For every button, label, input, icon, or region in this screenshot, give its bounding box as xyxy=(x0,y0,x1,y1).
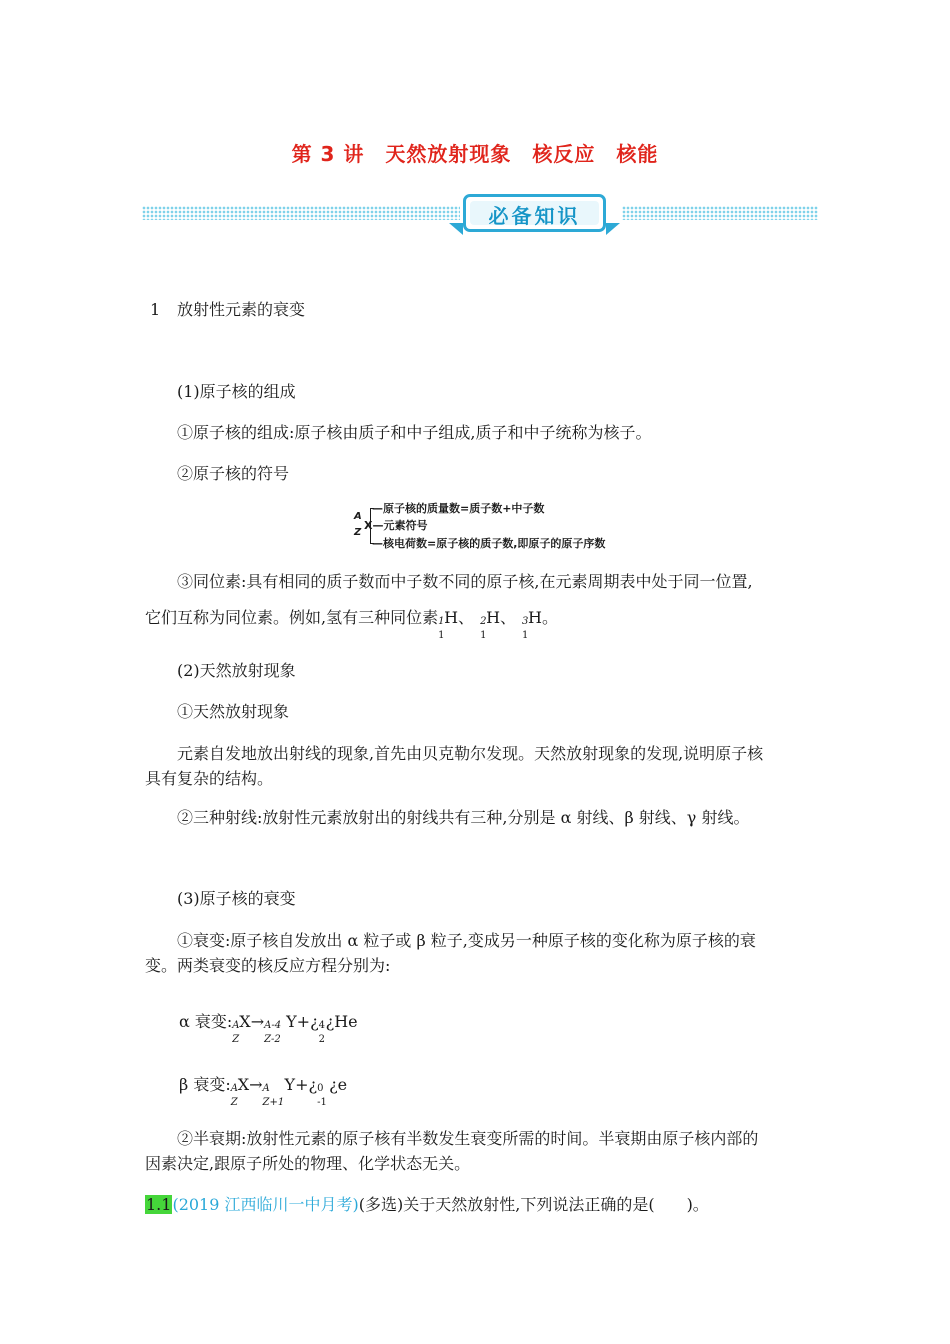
part-3-heading: (3)原子核的衰变 xyxy=(177,889,296,908)
part-1-item-3-line-1: ③同位素:具有相同的质子数而中子数不同的原子核,在元素周期表中处于同一位置, xyxy=(177,572,753,591)
section-1-heading: 放射性元素的衰变 xyxy=(177,300,306,319)
diagram-charge-label: —核电荷数=原子核的质子数,即原子的原子序数 xyxy=(372,537,606,550)
diagram-Z: Z xyxy=(354,527,362,538)
part-2-heading: (2)天然放射现象 xyxy=(177,661,296,680)
part-3-item-1-line-1: ①衰变:原子核自发放出 α 粒子或 β 粒子,变成另一种原子核的变化称为原子核的衰 xyxy=(177,931,756,950)
question-number: 1.1 xyxy=(146,1195,172,1214)
banner-dots-right xyxy=(622,206,818,220)
page-title: 第 3 讲 天然放射现象 核反应 核能 xyxy=(291,142,659,166)
alpha-decay-equation: α 衰变: A Z X→ A-4 Z-2 Y+¿ 4 2 ¿He xyxy=(179,1012,358,1045)
banner-dots-left xyxy=(142,206,460,220)
part-2-item-2: ②三种射线:放射性元素放射出的射线共有三种,分别是 α 射线、β 射线、γ 射线。 xyxy=(177,808,750,827)
banner-ribbon-right xyxy=(606,223,620,235)
question-source: (2019 江西临川一中月考) xyxy=(172,1195,359,1214)
part-1-heading: (1)原子核的组成 xyxy=(177,382,296,401)
part-1-item-3-line-2: 它们互称为同位素。例如,氢有三种同位素 1 1 H、 2 1 H、 3 1 H。 xyxy=(145,608,558,641)
section-1-number: 1 xyxy=(150,300,161,319)
diagram-mass-label: —原子核的质量数=质子数+中子数 xyxy=(372,502,545,515)
part-3-item-2-line-1: ②半衰期:放射性元素的原子核有半数发生衰变所需的时间。半衰期由原子核内部的 xyxy=(177,1129,759,1148)
question-1-1 xyxy=(145,1194,709,1216)
part-3-item-2-line-2: 因素决定,跟原子所处的物理、化学状态无关。 xyxy=(145,1154,471,1173)
section-banner xyxy=(463,194,606,232)
diagram-A: A xyxy=(354,511,362,522)
nucleus-symbol-diagram xyxy=(352,500,652,550)
beta-decay-equation: β 衰变: A Z X→ A Z+1 Y+¿ 0 -1 ¿e xyxy=(179,1075,348,1108)
diagram-symbol-label: X—元素符号 xyxy=(364,519,428,532)
section-banner-label: 必备知识 xyxy=(488,204,581,228)
part-3-item-1-line-2: 变。两类衰变的核反应方程分别为: xyxy=(145,956,391,975)
part-1-item-2: ②原子核的符号 xyxy=(177,464,290,483)
part-2-para-line-1: 元素自发地放出射线的现象,首先由贝克勒尔发现。天然放射现象的发现,说明原子核 xyxy=(177,744,764,763)
part-1-item-1: ①原子核的组成:原子核由质子和中子组成,质子和中子统称为核子。 xyxy=(177,423,652,442)
part-2-para-line-2: 具有复杂的结构。 xyxy=(145,769,274,788)
banner-ribbon-left xyxy=(449,223,463,235)
part-2-item-1: ①天然放射现象 xyxy=(177,702,290,721)
question-text: (多选)关于天然放射性,下列说法正确的是( )。 xyxy=(358,1195,709,1214)
